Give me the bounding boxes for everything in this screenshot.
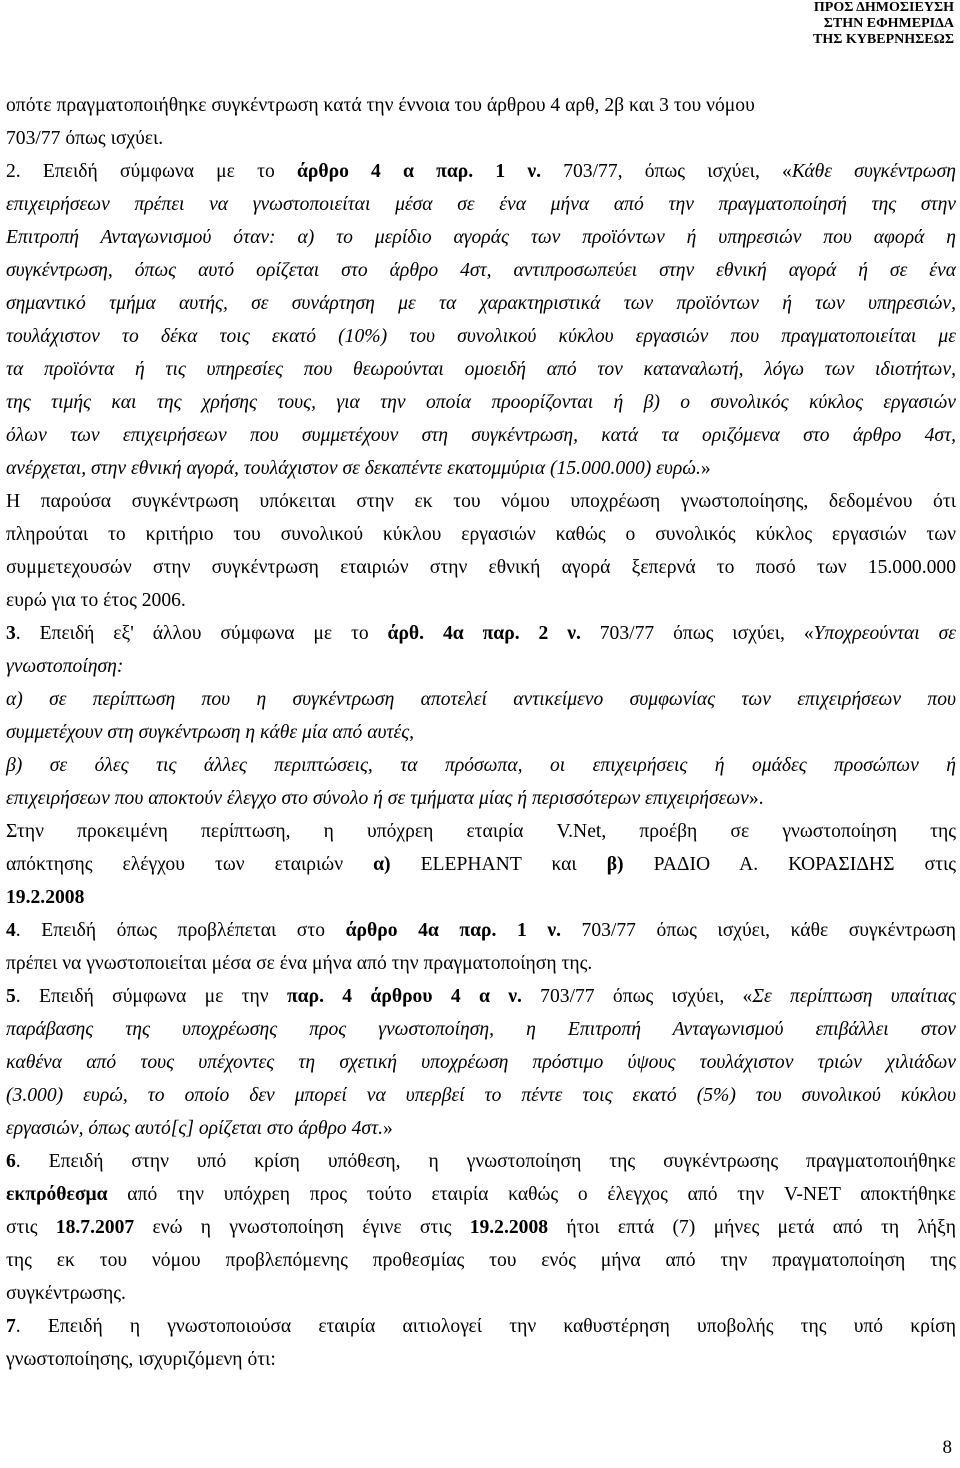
text-line — [6, 652, 956, 682]
text-line — [6, 289, 956, 319]
text-line — [6, 1279, 956, 1309]
text-run: Σε περίπτωση υπαίτιας — [752, 986, 956, 1007]
header-line-1: ΠΡΟΣ ΔΗΜΟΣΙΕΥΣΗ — [813, 0, 954, 15]
text-run: 703/77, όπως ισχύει, « — [541, 161, 792, 182]
text-line — [6, 1081, 956, 1111]
text-run: της εκ του νόμου προβλεπόμενης προθεσμίας του ενός μήνα από την πραγματοποίηση της — [6, 1250, 956, 1271]
text-line — [6, 1345, 956, 1375]
text-line — [6, 1147, 956, 1177]
text-run: παρ. 4 άρθρου 4 α ν. — [286, 986, 522, 1007]
text-line — [6, 1213, 956, 1243]
text-run: Κάθε συγκέντρωση — [791, 161, 956, 182]
text-run: . Επειδή όπως προβλέπεται στο — [15, 920, 346, 941]
text-run: α) — [373, 854, 391, 875]
text-run: της τιμής και της χρήσης τους, για την οποία προορίζονται ή β) ο συνολικός κύκλος εργασιών — [6, 392, 956, 413]
text-run: β) — [606, 854, 624, 875]
text-run: » — [382, 1118, 393, 1139]
text-line — [6, 388, 956, 418]
text-line — [6, 421, 956, 451]
text-run: όλων των επιχειρήσεων που συμμετέχουν στη συγκέντρωση, κατά τα οριζόμενα στο άρθρο 4στ, — [6, 425, 956, 446]
text-line — [6, 751, 956, 781]
text-run: 3 — [6, 623, 16, 644]
text-line — [6, 1246, 956, 1276]
text-run: Υποχρεούνται σε — [813, 623, 956, 644]
text-run: . Επειδή στην υπό κρίση υπόθεση, η γνωστοποίηση της συγκέντρωσης πραγματοποιήθηκε — [15, 1151, 956, 1172]
text-line — [6, 586, 956, 616]
text-run: 703/77 όπως ισχύει. — [6, 128, 164, 149]
text-run: 19.2.2008 — [469, 1217, 549, 1238]
text-line — [6, 454, 956, 484]
text-run: . Επειδή σύμφωνα με την — [15, 986, 287, 1007]
text-run: ανέρχεται, στην εθνική αγορά, τουλάχιστον σε δεκαπέντε εκατομμύρια (15.000.000) ευρώ. — [6, 458, 701, 479]
text-line — [6, 520, 956, 550]
text-run: καθένα από τους υπέχοντες τη σχετική υποχρέωση πρόστιμο ύψους τουλάχιστον τριών χιλιάδων — [6, 1052, 956, 1073]
text-run: άρθ. 4α παρ. 2 ν. — [387, 623, 581, 644]
text-line — [6, 883, 956, 913]
text-run: επιχειρήσεων πρέπει να γνωστοποιείται μέσα σε ένα μήνα από την πραγματοποίησή της στην — [6, 194, 956, 215]
text-run: συμμετεχουσών στην συγκέντρωση εταιριών στην εθνική αγορά ξεπερνά το ποσό των 15.000.000 — [6, 557, 956, 578]
text-line — [6, 91, 956, 121]
text-run: Επιτροπή Ανταγωνισμού όταν: α) το μερίδιο αγοράς των προϊόντων ή υπηρεσιών που αφορά η — [6, 227, 956, 248]
text-run: συγκέντρωσης. — [6, 1283, 126, 1304]
text-line — [6, 982, 956, 1012]
text-line — [6, 256, 956, 286]
text-run: 703/77 όπως ισχύει, « — [580, 623, 814, 644]
text-run: 5 — [6, 986, 16, 1007]
text-line — [6, 817, 956, 847]
text-run: 7 — [6, 1316, 16, 1337]
text-run: γνωστοποίησης, ισχυριζόμενη ότι: — [6, 1349, 276, 1370]
text-line — [6, 223, 956, 253]
text-run: εκπρόθεσμα — [6, 1184, 108, 1205]
text-run: ΡΑΔΙΟ Α. ΚΟΡΑΣΙΔΗΣ στις — [623, 854, 956, 875]
text-run: επιχειρήσεων που αποκτούν έλεγχο στο σύνολο ή σε τμήματα μίας ή περισσότερων επιχειρήσεων — [6, 788, 749, 809]
text-line — [6, 1114, 956, 1144]
text-run: στις — [6, 1217, 56, 1238]
text-line — [6, 553, 956, 583]
text-run: 703/77 όπως ισχύει, κάθε συγκέντρωση — [560, 920, 956, 941]
text-run: άρθρο 4α παρ. 1 ν. — [345, 920, 561, 941]
text-run: πρέπει να γνωστοποιείται μέσα σε ένα μήνα από την πραγματοποίηση της. — [6, 953, 593, 974]
text-line — [6, 718, 956, 748]
text-line — [6, 124, 956, 154]
text-line — [6, 619, 956, 649]
text-run: τα προϊόντα ή τις υπηρεσίες που θεωρούνται ομοειδή από τον καταναλωτή, λόγω των ιδιοτήτων, — [6, 359, 956, 380]
text-run: ELEPHANT και — [390, 854, 607, 875]
text-run: . Επειδή εξ' άλλου σύμφωνα με το — [15, 623, 388, 644]
text-line — [6, 157, 956, 187]
text-run: 2. Επειδή σύμφωνα με το — [6, 161, 297, 182]
text-run: συγκέντρωση, όπως αυτό ορίζεται στο άρθρο 4στ, αντιπροσωπεύει στην εθνική αγορά ή σε ένα — [6, 260, 956, 281]
text-run: 6 — [6, 1151, 16, 1172]
text-line — [6, 685, 956, 715]
text-run: συμμετέχουν στη συγκέντρωση η κάθε μία από αυτές, — [6, 722, 415, 743]
text-run: τουλάχιστον το δέκα τοις εκατό (10%) του συνολικού κύκλου εργασιών που πραγματοποιείται με — [6, 326, 956, 347]
text-run: ευρώ για το έτος 2006. — [6, 590, 186, 611]
text-run: άρθρο 4 α παρ. 1 ν. — [296, 161, 542, 182]
text-run: ήτοι επτά (7) μήνες μετά από τη λήξη — [548, 1217, 956, 1238]
text-line — [6, 1180, 956, 1210]
text-line — [6, 355, 956, 385]
text-run: Η παρούσα συγκέντρωση υπόκειται στην εκ του νόμου υποχρέωση γνωστοποίησης, δεδομένου ότι — [6, 491, 956, 512]
text-run: ενώ η γνωστοποίηση έγινε στις — [134, 1217, 470, 1238]
text-run: γνωστοποίηση: — [6, 656, 124, 677]
text-run: από την υπόχρεη προς τούτο εταιρία καθώς ο έλεγχος από την V-NET αποκτήθηκε — [107, 1184, 956, 1205]
text-run: 703/77 όπως ισχύει, « — [521, 986, 753, 1007]
text-line — [6, 916, 956, 946]
text-run: β) σε όλες τις άλλες περιπτώσεις, τα πρόσωπα, οι επιχειρήσεις ή ομάδες προσώπων ή — [6, 755, 956, 776]
text-line — [6, 190, 956, 220]
text-run: παράβασης της υποχρέωσης προς γνωστοποίηση, η Επιτροπή Ανταγωνισμού επιβάλλει στον — [6, 1019, 956, 1040]
text-line — [6, 1015, 956, 1045]
text-run: ». — [748, 788, 764, 809]
text-run: (3.000) ευρώ, το οποίο δεν μπορεί να υπερβεί το πέντε τοις εκατό (5%) του συνολικού κύκλου — [6, 1085, 956, 1106]
text-run: απόκτησης ελέγχου των εταιριών — [6, 854, 374, 875]
text-line — [6, 322, 956, 352]
text-line — [6, 1312, 956, 1342]
text-run: σημαντικό τμήμα αυτής, σε συνάρτηση με τα χαρακτηριστικά των προϊόντων ή των υπηρεσιών, — [6, 293, 956, 314]
text-run: 4 — [6, 920, 16, 941]
text-run: πληρούται το κριτήριο του συνολικού κύκλου εργασιών καθώς ο συνολικός κύκλος εργασιών των — [6, 524, 956, 545]
text-run: α) σε περίπτωση που η συγκέντρωση αποτελεί αντικείμενο συμφωνίας των επιχειρήσεων που — [6, 689, 956, 710]
text-line — [6, 850, 956, 880]
text-run: εργασιών, όπως αυτό[ς] ορίζεται στο άρθρο 4στ. — [6, 1118, 383, 1139]
text-line — [6, 784, 956, 814]
text-line — [6, 949, 956, 979]
text-run: Στην προκειμένη περίπτωση, η υπόχρεη εταιρία V.Net, προέβη σε γνωστοποίηση της — [6, 821, 956, 842]
text-run: . Επειδή η γνωστοποιούσα εταιρία αιτιολογεί την καθυστέρηση υποβολής της υπό κρίση — [15, 1316, 956, 1337]
header-line-3: ΤΗΣ ΚΥΒΕΡΝΗΣΕΩΣ — [813, 32, 954, 47]
page-number: 8 — [942, 1437, 952, 1458]
text-run: » — [700, 458, 711, 479]
text-run: οπότε πραγματοποιήθηκε συγκέντρωση κατά την έννοια του άρθρου 4 αρθ, 2β και 3 του νόμου — [6, 95, 755, 116]
text-line — [6, 487, 956, 517]
text-run: 18.7.2007 — [55, 1217, 135, 1238]
header-line-2: ΣΤΗΝ ΕΦΗΜΕΡΙΔΑ — [823, 16, 954, 31]
publication-header — [704, 0, 954, 48]
text-run: 19.2.2008 — [6, 887, 85, 908]
text-line — [6, 1048, 956, 1078]
